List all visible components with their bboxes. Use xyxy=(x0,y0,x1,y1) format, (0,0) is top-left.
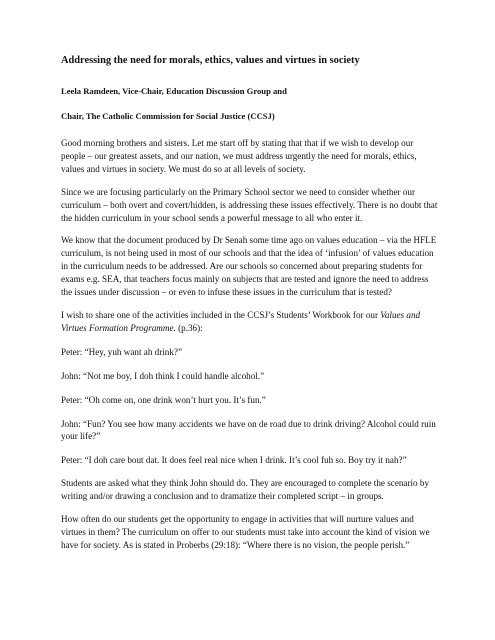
dialogue-line: Peter: “Hey, yuh want ah drink?” xyxy=(61,346,183,357)
document-title: Addressing the need for morals, ethics, values and virtues in society xyxy=(61,55,360,66)
paragraph-3: We know that the document produced by Dr Senah some time ago on values education – via the HFLE curriculum, is not being used in most of our schools and that the idea of ‘infusion’ of values education in the curriculum needs to be addressed. Are our schools so concerned about preparing students for exams e.g. SEA, that teachers focus mainly on subjects that are tested and ignore the need to address the issues under discussion – or even to infuse these issues in the curriculum that is tested? xyxy=(61,235,437,298)
author-byline-2: Chair, The Catholic Commission for Social Justice (CCSJ) xyxy=(61,111,275,121)
paragraph-5: Students are asked what they think John should do. They are encouraged to complete the scenario by writing and/or drawing a conclusion and to dramatize their completed script – in groups. xyxy=(61,478,430,502)
programme-title: Values and Virtues Formation Programme. xyxy=(61,309,421,333)
dialogue-line: John: “Not me boy, I doh think I could handle alcohol.” xyxy=(61,370,265,381)
page-reference: (p.36): xyxy=(175,322,203,333)
paragraph-6: How often do our students get the opportunity to engage in activities that will nurture values and virtues in them? The curriculum on offer to our students must take into account the kind of vision we have for society. As is stated in Proberbs (29:18): “Where there is no vision, the people perish.” xyxy=(61,514,430,550)
dialogue-script xyxy=(61,346,439,467)
paragraph-4 xyxy=(61,309,439,335)
paragraph-1: Good morning brothers and sisters. Let me start off by stating that that if we wish to develop our people – our greatest assets, and our nation, we must address urgently the need for morals, ethics, values and virtues in society. We must do so at all levels of society. xyxy=(61,138,417,174)
dialogue-line: John: “Fun? You see how many accidents we have on de road due to drink driving? Alcohol could ruin your life?” xyxy=(61,418,436,442)
author-byline-1: Leela Ramdeen, Vice-Chair, Education Discussion Group and xyxy=(61,86,287,96)
paragraph-2: Since we are focusing particularly on the Primary School sector we need to consider whether our curriculum – both overt and covert/hidden, is addressing these issues effectively. There is no doubt that the hidden curriculum in your school sends a powerful message to all who enter it. xyxy=(61,186,438,223)
dialogue-line: Peter: “Oh come on, one drink won’t hurt you. It’s fun.” xyxy=(61,394,266,405)
paragraph-4-text: I wish to share one of the activities included in the CCSJ’s Students’ Workbook for our xyxy=(61,309,381,320)
dialogue-line: Peter: “I doh care bout dat. It does feel real nice when I drink. It’s cool fuh so. Boy try it nah?” xyxy=(61,455,407,466)
